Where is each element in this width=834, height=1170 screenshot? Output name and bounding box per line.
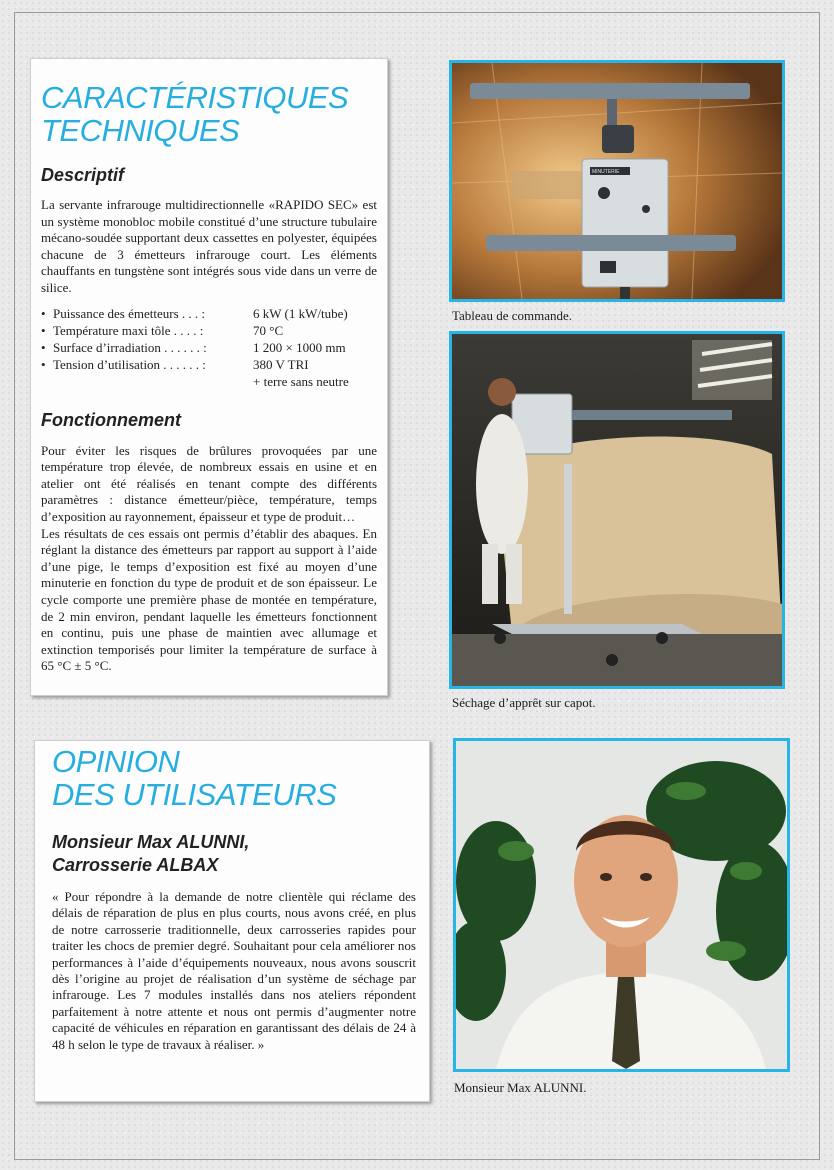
control-panel-photo	[449, 60, 785, 302]
drying-photo	[449, 331, 785, 689]
control-panel-illustration	[452, 63, 782, 299]
spec-label: • Surface d’irradiation . . . . . . :	[53, 339, 207, 355]
opinion-panel	[34, 740, 430, 1102]
portrait-photo	[453, 738, 790, 1072]
spec-label: • Puissance des émetteurs . . . :	[53, 305, 205, 321]
drying-illustration	[452, 334, 782, 686]
spec-item	[41, 305, 377, 322]
spec-label: • Température maxi tôle . . . . :	[53, 322, 204, 338]
spec-list	[41, 305, 377, 390]
opinion-title	[52, 745, 416, 811]
opinion-quote: « Pour répondre à la demande de notre clientèle qui réclame des délais de réparation de plus en plus courts, nous avons créé, en plus de notre carrosserie traditionnelle, deux carrosseries rapides pour traiter les chocs de premier degré. Souhaitant pour cela améliorer nos performances à l’aide d’équipements nouveaux, nous avons souscrit dès l’origine au projet de réalisation d’un système de séchage par infrarouge. Les 7 modules installés dans nos ateliers répondent parfaitement à notre attente et nous ont permis d’augmenter notre capacité de véhicules en réparation en garantissant des délais de 24 à 48 h selon le type de travaux à réaliser. »	[52, 889, 416, 1052]
caption-control-panel: Tableau de commande.	[452, 308, 573, 323]
tech-title-line2: TECHNIQUES	[41, 113, 240, 148]
spec-item	[41, 322, 377, 339]
opinion-title-line1: OPINION	[52, 744, 180, 779]
spec-extra: + terre sans neutre	[253, 373, 349, 389]
spec-value: 70 °C	[253, 322, 284, 338]
spec-label: • Tension d’utilisation . . . . . . :	[53, 356, 206, 372]
fonctionnement-paragraph-1: Pour éviter les risques de brûlures provoquées par une température trop élevée, de nombreux essais en usine et en atelier ont été réalisés en tenant compte des différents paramètres : distance émetteur/pièce, température, temps d’exposition au rayonnement, épaisseur et type de produit…	[41, 442, 377, 524]
descriptif-heading: Descriptif	[41, 165, 125, 185]
fonctionnement-paragraph-2: Les résultats de ces essais ont permis d’établir des abaques. En réglant la distance des émetteurs par rapport au support à l’aide d’une pige, le temps d’exposition est fixé au moyen d’une minuterie en fonction du type de produit et de son épaisseur. Le cycle comporte une première phase de montée en température, de 2 min environ, pendant laquelle les émetteurs fonctionnent en continu, puis une phase de maintien avec allumage et extinction temporisés pour limiter la température de surface à 65 °C ± 5 °C.	[41, 525, 377, 674]
timer-label: MINUTERIE	[592, 169, 620, 175]
portrait-illustration	[456, 741, 787, 1069]
person-heading	[52, 831, 416, 877]
descriptif-text: La servante infrarouge multidirectionnelle «RAPIDO SEC» est un système monobloc mobile constitué d’une structure tubulaire mécano-soudée supportant deux cassettes en polyester, équipées chacune de 3 émetteurs infrarouge court. Les éléments chauffants en tungstène sont intégrés sous vide dans un verre de silice.	[41, 197, 377, 295]
opinion-title-line2: DES UTILISATEURS	[52, 777, 337, 812]
tech-panel	[30, 58, 388, 696]
person-company: Carrosserie ALBAX	[52, 855, 219, 875]
caption-portrait: Monsieur Max ALUNNI.	[454, 1080, 587, 1095]
caption-drying: Séchage d’apprêt sur capot.	[452, 695, 596, 710]
person-name: Monsieur Max ALUNNI,	[52, 832, 250, 852]
spec-value: 6 kW (1 kW/tube)	[253, 305, 348, 321]
tech-title-line1: CARACTÉRISTIQUES	[41, 80, 349, 115]
spec-value: 380 V TRI	[253, 356, 309, 372]
fonctionnement-heading: Fonctionnement	[41, 409, 181, 430]
spec-value: 1 200 × 1000 mm	[253, 339, 346, 355]
tech-title	[41, 81, 377, 147]
spec-item	[41, 339, 377, 356]
spec-item	[41, 356, 377, 373]
